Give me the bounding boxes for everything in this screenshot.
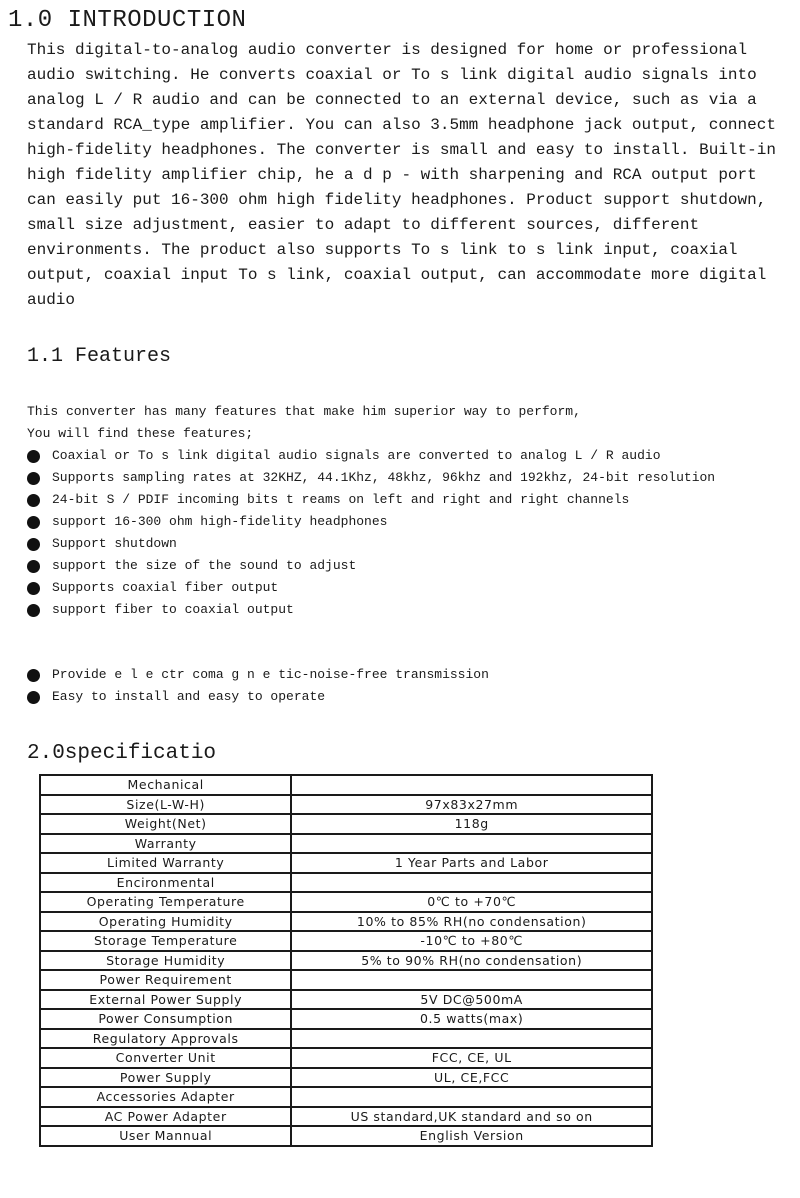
spec-row [40, 892, 652, 912]
feature-text: Supports coaxial fiber output [52, 580, 279, 595]
intro-paragraph [27, 38, 797, 313]
feature-item [27, 664, 489, 686]
spec-row [40, 873, 652, 893]
spec-row [40, 1068, 652, 1088]
feature-item [27, 467, 715, 489]
feature-item [27, 555, 715, 577]
spec-row [40, 970, 652, 990]
spec-value [291, 970, 652, 990]
spec-key: Mechanical [40, 775, 291, 795]
spec-key: Storage Temperature [40, 931, 291, 951]
bullet-icon [27, 516, 40, 529]
spec-key: Operating Temperature [40, 892, 291, 912]
spec-key: User Mannual [40, 1126, 291, 1146]
spec-row [40, 1126, 652, 1146]
feature-text: Provide e l e ctr coma g n e tic-noise-free transmission [52, 667, 489, 682]
features-intro [27, 401, 581, 445]
bullet-icon [27, 494, 40, 507]
feature-item [27, 533, 715, 555]
spec-value [291, 775, 652, 795]
spec-key: Accessories Adapter [40, 1087, 291, 1107]
spec-row [40, 912, 652, 932]
spec-key: Encironmental [40, 873, 291, 893]
spec-key: External Power Supply [40, 990, 291, 1010]
spec-value: 0℃ to +70℃ [291, 892, 652, 912]
feature-item [27, 445, 715, 467]
features-list-extra [27, 664, 489, 708]
intro-line: output, coaxial input To s link, coaxial output, can accommodate more digital [27, 266, 767, 284]
feature-text: support the size of the sound to adjust [52, 558, 357, 573]
spec-value [291, 1029, 652, 1049]
feature-text: support fiber to coaxial output [52, 602, 294, 617]
spec-value [291, 873, 652, 893]
features-intro-line: You will find these features; [27, 426, 254, 441]
intro-line: analog L / R audio and can be connected to an external device, such as via a [27, 91, 757, 109]
intro-line: high-fidelity headphones. The converter is small and easy to install. Built-in [27, 141, 776, 159]
spec-value: 5V DC@500mA [291, 990, 652, 1010]
spec-value: FCC, CE, UL [291, 1048, 652, 1068]
feature-item [27, 577, 715, 599]
spec-value [291, 1087, 652, 1107]
spec-key: Regulatory Approvals [40, 1029, 291, 1049]
feature-text: Support shutdown [52, 536, 177, 551]
spec-row [40, 795, 652, 815]
intro-line: can easily put 16-300 ohm high fidelity headphones. Product support shutdown, [27, 191, 767, 209]
spec-row [40, 775, 652, 795]
spec-key: Storage Humidity [40, 951, 291, 971]
feature-text: 24-bit S / PDIF incoming bits t reams on left and right and right channels [52, 492, 630, 507]
features-list [27, 445, 715, 621]
spec-key: Power Requirement [40, 970, 291, 990]
spec-key: Limited Warranty [40, 853, 291, 873]
spec-value: 97x83x27mm [291, 795, 652, 815]
spec-value [291, 834, 652, 854]
spec-key: Converter Unit [40, 1048, 291, 1068]
features-heading: 1.1 Features [27, 345, 172, 368]
spec-key: Power Supply [40, 1068, 291, 1088]
spec-row [40, 1029, 652, 1049]
bullet-icon [27, 450, 40, 463]
bullet-icon [27, 560, 40, 573]
spec-row [40, 1087, 652, 1107]
feature-item [27, 511, 715, 533]
spec-table-body [40, 775, 652, 1146]
spec-row [40, 1048, 652, 1068]
feature-text: support 16-300 ohm high-fidelity headphones [52, 514, 388, 529]
spec-value: 5% to 90% RH(no condensation) [291, 951, 652, 971]
intro-line: environments. The product also supports To s link to s link input, coaxial [27, 241, 738, 259]
spec-value: 10% to 85% RH(no condensation) [291, 912, 652, 932]
feature-item [27, 489, 715, 511]
feature-text: Supports sampling rates at 32KHZ, 44.1Khz, 48khz, 96khz and 192khz, 24-bit resolution [52, 470, 716, 485]
spec-value: English Version [291, 1126, 652, 1146]
intro-line: This digital-to-analog audio converter is designed for home or professional [27, 41, 748, 59]
bullet-icon [27, 538, 40, 551]
intro-line: high fidelity amplifier chip, he a d p - with sharpening and RCA output port [27, 166, 757, 184]
intro-line: small size adjustment, easier to adapt to different sources, different [27, 216, 700, 234]
feature-item [27, 686, 489, 708]
spec-row [40, 990, 652, 1010]
feature-item [27, 599, 715, 621]
spec-row [40, 1107, 652, 1127]
spec-value: 0.5 watts(max) [291, 1009, 652, 1029]
spec-key: Size(L-W-H) [40, 795, 291, 815]
bullet-icon [27, 604, 40, 617]
bullet-icon [27, 472, 40, 485]
spec-key: AC Power Adapter [40, 1107, 291, 1127]
features-intro-line: This converter has many features that make him superior way to perform, [27, 404, 581, 419]
spec-key: Weight(Net) [40, 814, 291, 834]
bullet-icon [27, 691, 40, 704]
spec-value: US standard,UK standard and so on [291, 1107, 652, 1127]
spec-row [40, 1009, 652, 1029]
spec-value: 1 Year Parts and Labor [291, 853, 652, 873]
intro-line: standard RCA_type amplifier. You can also 3.5mm headphone jack output, connect [27, 116, 776, 134]
spec-row [40, 931, 652, 951]
spec-value: -10℃ to +80℃ [291, 931, 652, 951]
feature-text: Coaxial or To s link digital audio signals are converted to analog L / R audio [52, 448, 661, 463]
spec-key: Warranty [40, 834, 291, 854]
intro-line: audio switching. He converts coaxial or To s link digital audio signals into [27, 66, 757, 84]
intro-heading: 1.0 INTRODUCTION [8, 7, 247, 34]
spec-key: Power Consumption [40, 1009, 291, 1029]
feature-text: Easy to install and easy to operate [52, 689, 326, 704]
spec-value: 118g [291, 814, 652, 834]
bullet-icon [27, 582, 40, 595]
spec-key: Operating Humidity [40, 912, 291, 932]
spec-heading: 2.0specificatio [27, 742, 217, 765]
bullet-icon [27, 669, 40, 682]
intro-line: audio [27, 291, 76, 309]
spec-row [40, 951, 652, 971]
spec-row [40, 814, 652, 834]
spec-row [40, 853, 652, 873]
spec-value: UL, CE,FCC [291, 1068, 652, 1088]
spec-row [40, 834, 652, 854]
spec-table [39, 774, 653, 1147]
